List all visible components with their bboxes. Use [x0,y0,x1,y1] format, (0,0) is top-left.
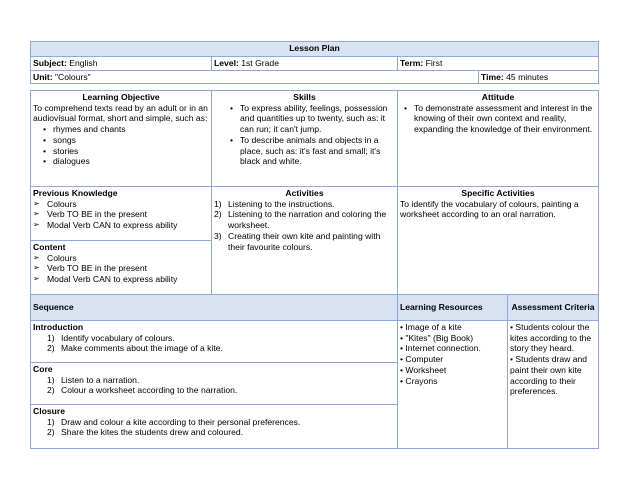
skills-title: Skills [293,92,316,102]
specific-activities-cell [398,187,599,295]
core-text: Listen to a narration. [61,374,140,385]
activity-text: Listening to the narration and coloring the worksheet. [228,209,387,231]
introduction-title: Introduction [33,322,84,332]
sequence-title: Sequence [33,302,74,313]
previous-knowledge-title: Previous Knowledge [33,188,118,198]
attitude-item: • To demonstrate assessment and interest in the knowing of their own context and reality, expanding the knowledge of their environment. [400,103,596,135]
skills-item: • To express ability, feelings, possession and quantities up to twenty, such as: it can run; it can't jump. [226,103,395,135]
core-number: 2) [47,385,55,396]
resource-item: • Crayons [400,375,438,386]
unit-label: Unit: [33,71,53,82]
closure-item [33,417,395,428]
learning-resources-cell [398,321,508,449]
content-title: Content [33,242,66,252]
activity-item [214,199,395,210]
previous-knowledge-item: ➢ Colours [19,199,209,210]
core-item [33,385,395,396]
introduction-cell [31,321,398,363]
assessment-item: • Students draw and paint their own kite according to their preferences. [510,354,588,397]
level-label: Level: [214,58,239,68]
resource-item: • Internet connection. [400,343,481,354]
core-text: Colour a worksheet according to the narration. [61,385,238,396]
resource-item: • "Kites" (Big Book) [400,332,474,343]
introduction-text: Identify vocabulary of colours. [61,332,175,343]
objective-item: • stories [39,146,209,157]
subject-label: Subject: [33,58,67,68]
previous-knowledge-item: ➢ Verb TO BE in the present [19,209,209,220]
time-label: Time: [481,71,504,82]
level-value: 1st Grade [241,58,279,68]
content-item: ➢ Modal Verb CAN to express ability [19,274,209,285]
time-value: 45 minutes [506,71,549,82]
closure-item [33,427,395,438]
assessment-item: • Students colour the kites according to the story they heard. [510,322,592,354]
activity-text: Listening to the instructions. [228,198,335,209]
lesson-plan-main-table [30,90,599,449]
introduction-item [33,343,395,354]
closure-number: 1) [47,416,55,427]
time-cell [479,70,599,84]
lesson-plan-title: Lesson Plan [31,42,599,57]
introduction-number: 1) [47,332,55,343]
activity-item [214,209,395,230]
closure-title: Closure [33,406,65,416]
activity-number: 3) [214,230,222,241]
activities-cell [212,187,398,295]
assessment-cell [508,321,599,449]
term-cell [398,57,599,71]
core-cell [31,363,398,405]
term-label: Term: [400,58,424,68]
core-title: Core [33,364,53,374]
resource-item: • Worksheet [400,364,447,375]
skills-item: • To describe animals and objects in a place, such as: it's fast and small; it's black and white. [226,135,395,167]
previous-knowledge-item: ➢ Modal Verb CAN to express ability [19,220,209,231]
learning-objective-title: Learning Objective [82,92,160,102]
objective-item: • songs [39,135,209,146]
specific-activities-text: To identify the vocabulary of colours, painting a worksheet according to an oral narration. [400,198,579,220]
introduction-number: 2) [47,343,55,354]
unit-value: "Colours" [54,71,91,82]
closure-text: Share the kites the students drew and coloured. [61,427,244,438]
core-number: 1) [47,374,55,385]
level-cell [212,57,398,71]
lesson-plan-header-table [30,41,599,84]
attitude-cell [398,91,599,187]
skills-cell [212,91,398,187]
activity-number: 1) [214,198,222,209]
previous-knowledge-cell [31,187,212,241]
learning-objective-cell [31,91,212,187]
content-cell [31,241,212,295]
activity-item [214,231,395,252]
sequence-header-cell [31,295,398,321]
introduction-text: Make comments about the image of a kite. [61,343,223,354]
activity-text: Creating their own kite and painting with their favourite colours. [228,230,381,252]
attitude-title: Attitude [481,92,515,102]
content-item: ➢ Colours [19,253,209,264]
specific-activities-title: Specific Activities [461,188,535,198]
subject-cell [31,57,212,71]
activities-title: Activities [285,188,324,198]
term-value: First [425,58,443,68]
learning-resources-title: Learning Resources [400,302,483,313]
unit-cell [31,70,479,84]
closure-number: 2) [47,427,55,438]
assessment-header-cell [508,295,599,321]
resource-item: • Image of a kite [400,322,462,332]
objective-item: • dialogues [39,156,209,167]
activity-number: 2) [214,209,222,220]
closure-text: Draw and colour a kite according to their personal preferences. [61,416,301,427]
content-item: ➢ Verb TO BE in the present [19,263,209,274]
resource-item: • Computer [400,354,444,365]
introduction-item [33,333,395,344]
subject-value: English [69,58,98,68]
objective-item: • rhymes and chants [39,124,209,135]
core-item [33,375,395,386]
learning-objective-text: To comprehend texts read by an adult or in an audiovisual format, short and simple, such as: [33,102,208,124]
closure-cell [31,405,398,449]
learning-resources-header-cell [398,295,508,321]
assessment-title: Assessment Criteria [511,302,595,313]
